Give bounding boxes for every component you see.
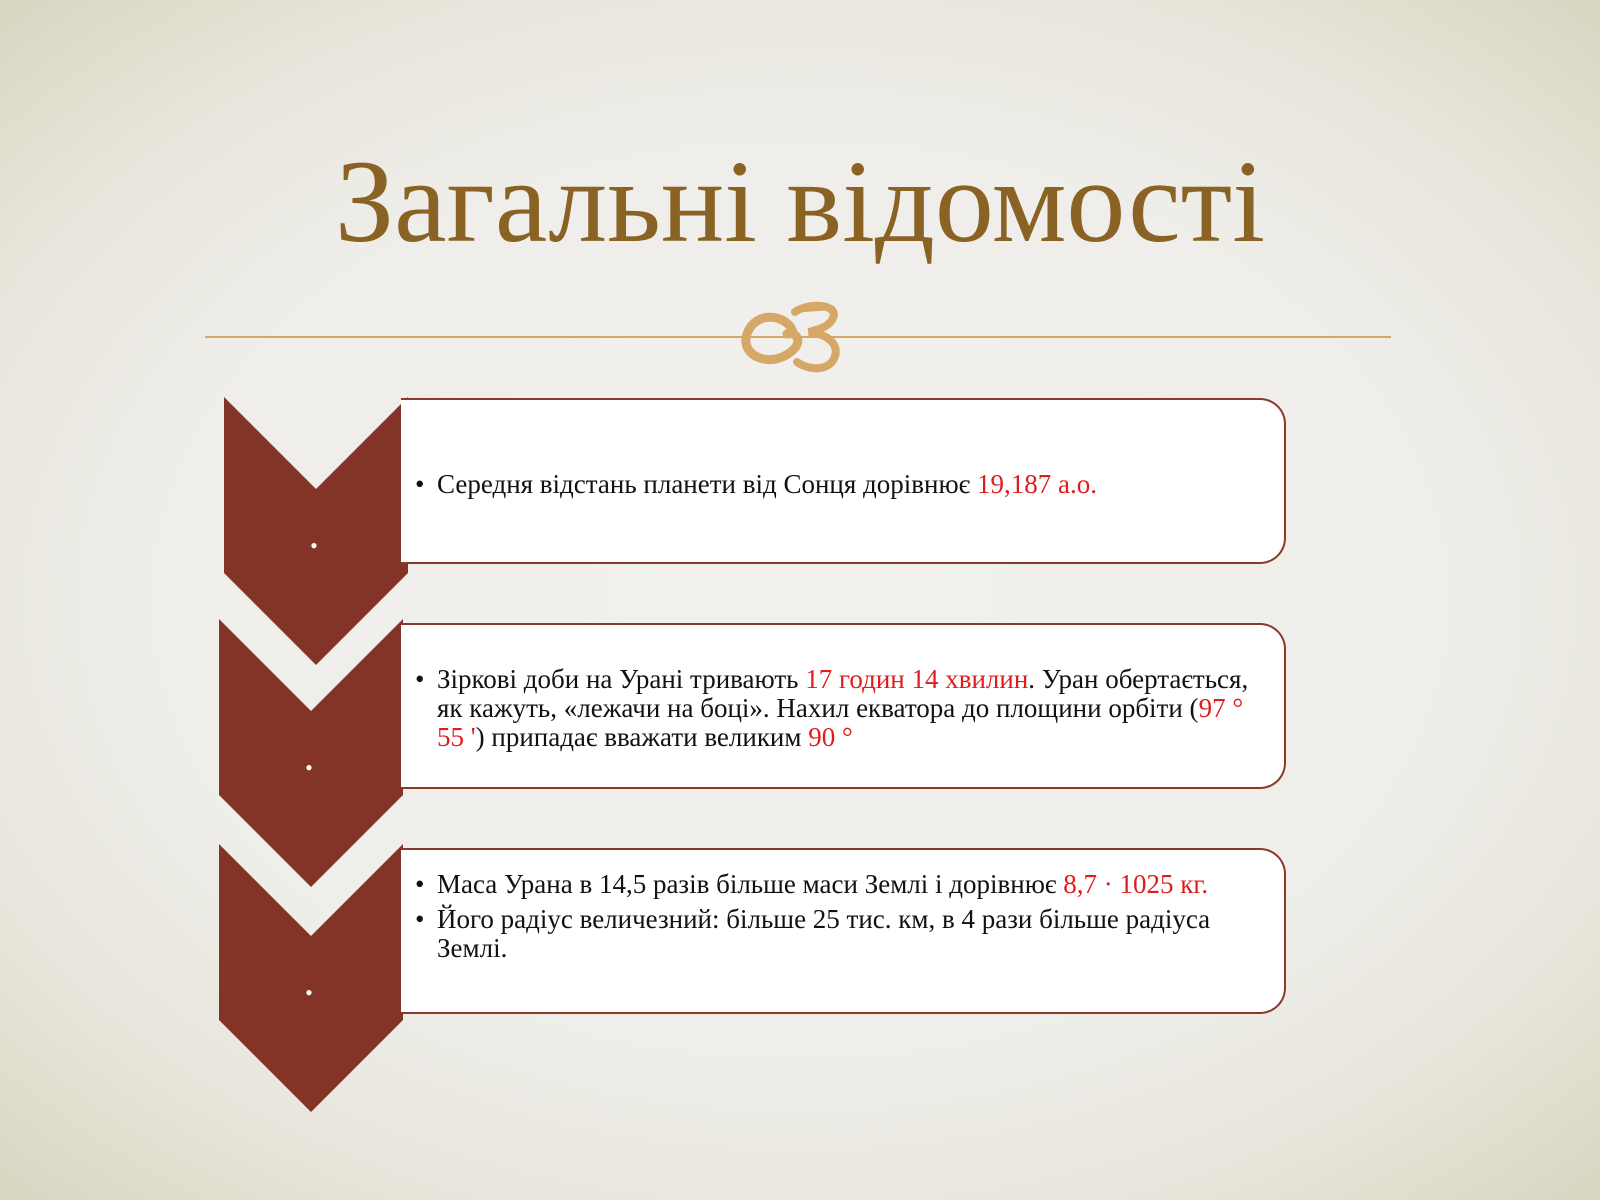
text-run: Середня відстань планети від Сонця дорівнює xyxy=(437,469,977,499)
text-run: ) припадає вважати великим xyxy=(475,722,809,752)
bullet-glyph: • xyxy=(415,869,425,899)
highlight-value: 97 ° 55 ' xyxy=(437,693,1244,752)
list-item xyxy=(401,665,1284,752)
chevron-marker: • xyxy=(305,755,313,780)
bullet-list xyxy=(401,400,1284,499)
text-run: . Уран обертається, як кажуть, «лежачи на боці». Нахил екватора до площини орбіти ( xyxy=(437,664,1249,723)
highlight-value: 90 ° xyxy=(808,722,853,752)
highlight-value: 17 годин 14 хвилин xyxy=(805,664,1029,694)
bullet-glyph: • xyxy=(415,664,425,694)
text-run: Маса Урана в 14,5 разів більше маси Землі і дорівнює xyxy=(437,869,1064,899)
list-item xyxy=(401,905,1284,963)
text-run: Його радіус величезний: більше 25 тис. км, в 4 рази більше радіуса Землі. xyxy=(437,904,1211,963)
list-item xyxy=(401,470,1284,499)
bullet-list xyxy=(401,625,1284,752)
slide-title: Загальні відомості xyxy=(334,136,1266,267)
bullet-glyph: • xyxy=(415,469,425,499)
info-box-1 xyxy=(401,398,1286,564)
bullet-glyph: • xyxy=(415,904,425,934)
chevron-arrow-3 xyxy=(219,844,405,1112)
info-box-3 xyxy=(401,848,1286,1014)
chevron-shape xyxy=(219,844,403,1112)
text-run: Зіркові доби на Урані тривають xyxy=(437,664,806,694)
list-item xyxy=(401,870,1284,899)
highlight-value: 8,7 · 1025 кг. xyxy=(1063,869,1209,899)
bullet-list xyxy=(401,850,1284,963)
chevron-marker: • xyxy=(305,980,313,1005)
info-box-2 xyxy=(401,623,1286,789)
decorative-swash-icon xyxy=(735,292,855,382)
chevron-marker: • xyxy=(310,533,318,558)
highlight-value: 19,187 а.о. xyxy=(977,469,1097,499)
